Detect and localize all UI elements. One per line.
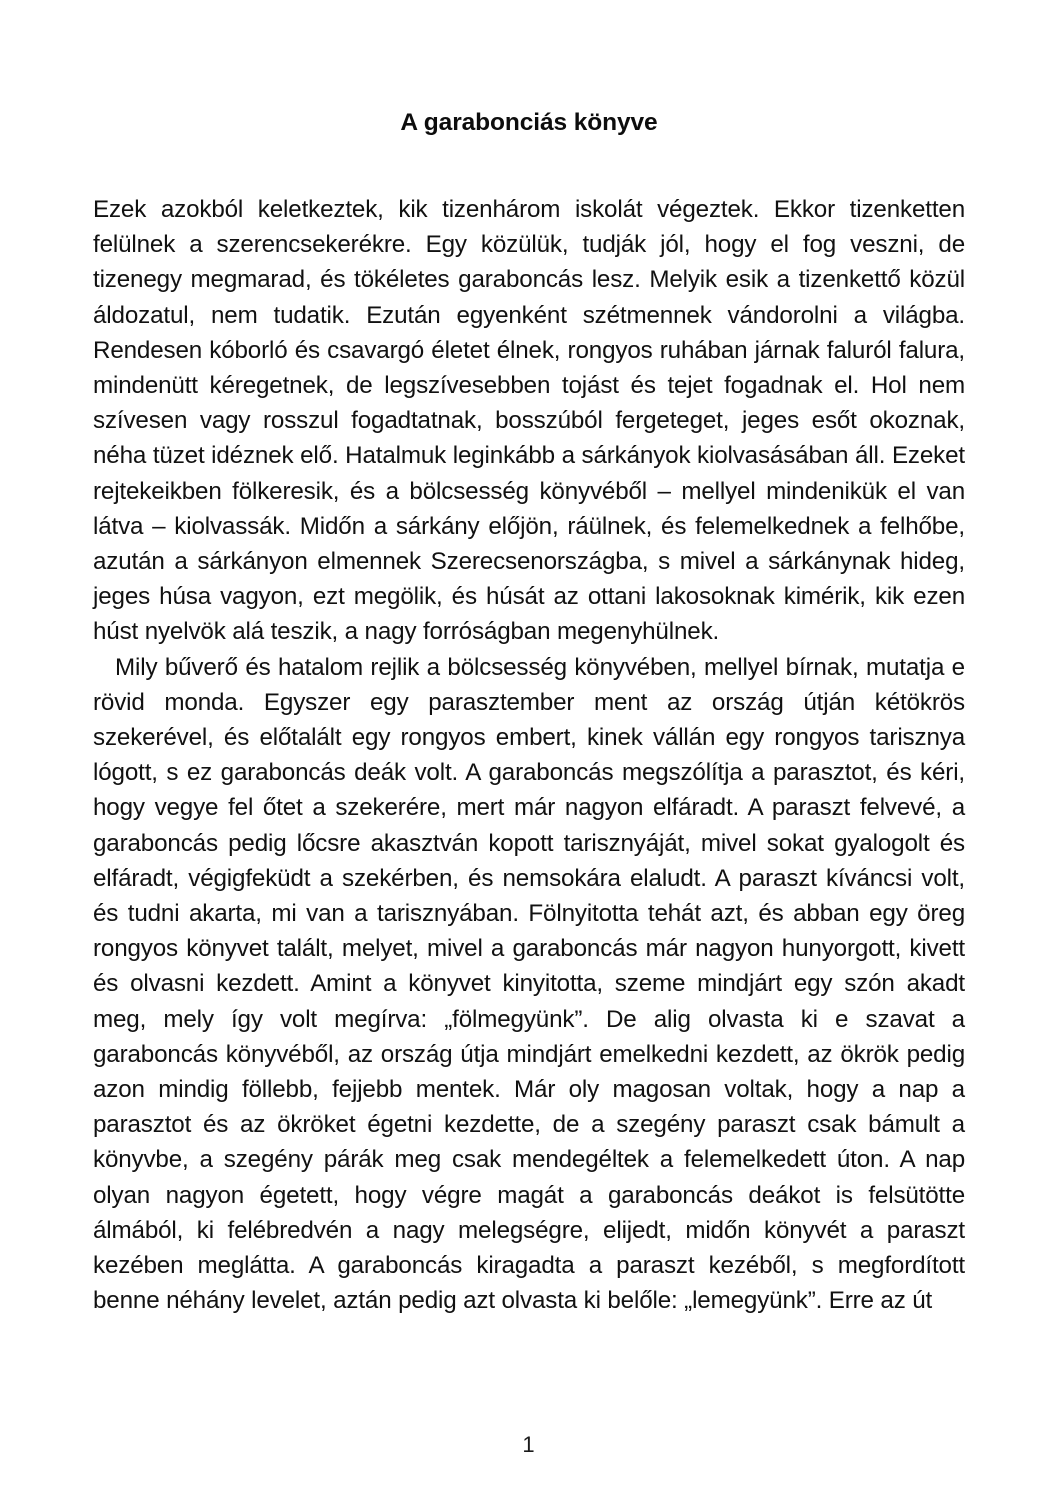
page-title: A garabonciás könyve (400, 109, 658, 137)
paragraph-1: Ezek azokból keletkeztek, kik tizenhárom iskolát végeztek. Ekkor tizenketten felülnek a szerencsekerékre. Egy közülük, tudják jól, hogy el fog veszni, de tizenegy megmarad, és tökéletes garaboncás lesz. Melyik esik a tizenkettő közül áldozatul, nem tudatik. Ezután egyenként szétmennek vándorolni a világba. Rendesen kóborló és csavargó életet élnek, rongyos ruhában járnak faluról falura, mindenütt kéregetnek, de legszívesebben tojást és tejet fogadnak el. Hol nem szívesen vagy rosszul fogadtatnak, bosszúból fergeteget, jeges esőt okoznak, néha tüzet idéznek elő. Hatalmuk leginkább a sárkányok kiolvasásában áll. Ezeket rejtekeikben fölkeresik, és a bölcsesség könyvéből – mellyel mindenikük el van látva – kiolvassák. Midőn a sárkány előjön, ráülnek, és felemelkednek a felhőbe, azután a sárkányon elmennek Szerecsenországba, s mivel a sárkánynak hideg, jeges húsa vagyon, ezt megölik, és húsát az ottani lakosoknak kimérik, kik ezen húst nyelvök alá teszik, a nagy forróságban megenyhülnek. (93, 196, 965, 646)
page-number: 1 (522, 1432, 535, 1457)
paragraph-2: Mily bűverő és hatalom rejlik a bölcsesség könyvében, mellyel bírnak, mutatja e rövid monda. Egyszer egy parasztember ment az ország útján kétökrös szekerével, és előtalált egy rongyos embert, kinek vállán egy rongyos tarisznya lógott, s ez garaboncás deák volt. A garaboncás megszólítja a parasztot, és kéri, hogy vegye fel őtet a szekerére, mert már nagyon elfáradt. A paraszt felvevé, a garaboncás pedig lőcsre akasztván kopott tarisznyáját, mivel sokat gyalogolt és elfáradt, végigfeküdt a szekérben, és nemsokára elaludt. A paraszt kíváncsi volt, és tudni akarta, mi van a tarisznyában. Fölnyitotta tehát azt, és abban egy öreg rongyos könyvet talált, melyet, mivel a garaboncás már nagyon hunyorgott, kivett és olvasni kezdett. Amint a könyvet kinyitotta, szeme mindjárt egy szón akadt meg, mely így volt megírva: „fölmegyünk”. De alig olvasta ki e szavat a garaboncás könyvéből, az ország útja mindjárt emelkedni kezdett, az ökrök pedig azon mindig föllebb, fejjebb mentek. Már oly magosan voltak, hogy a nap a parasztot és az ökröket égetni kezdette, de a szegény paraszt csak bámult a könyvbe, a szegény párák meg csak mendegéltek a felemelkedett úton. A nap olyan nagyon égetett, hogy végre magát a garaboncás deákot is felsütötte álmából, ki felébredvén a nagy melegségre, elijedt, midőn könyvét a paraszt kezében meglátta. A garaboncás kiragadta a paraszt kezéből, s megfordított benne néhány levelet, aztán pedig azt olvasta ki belőle: „lemegyünk”. Erre az út (93, 653, 965, 1315)
document-body (93, 192, 965, 1319)
